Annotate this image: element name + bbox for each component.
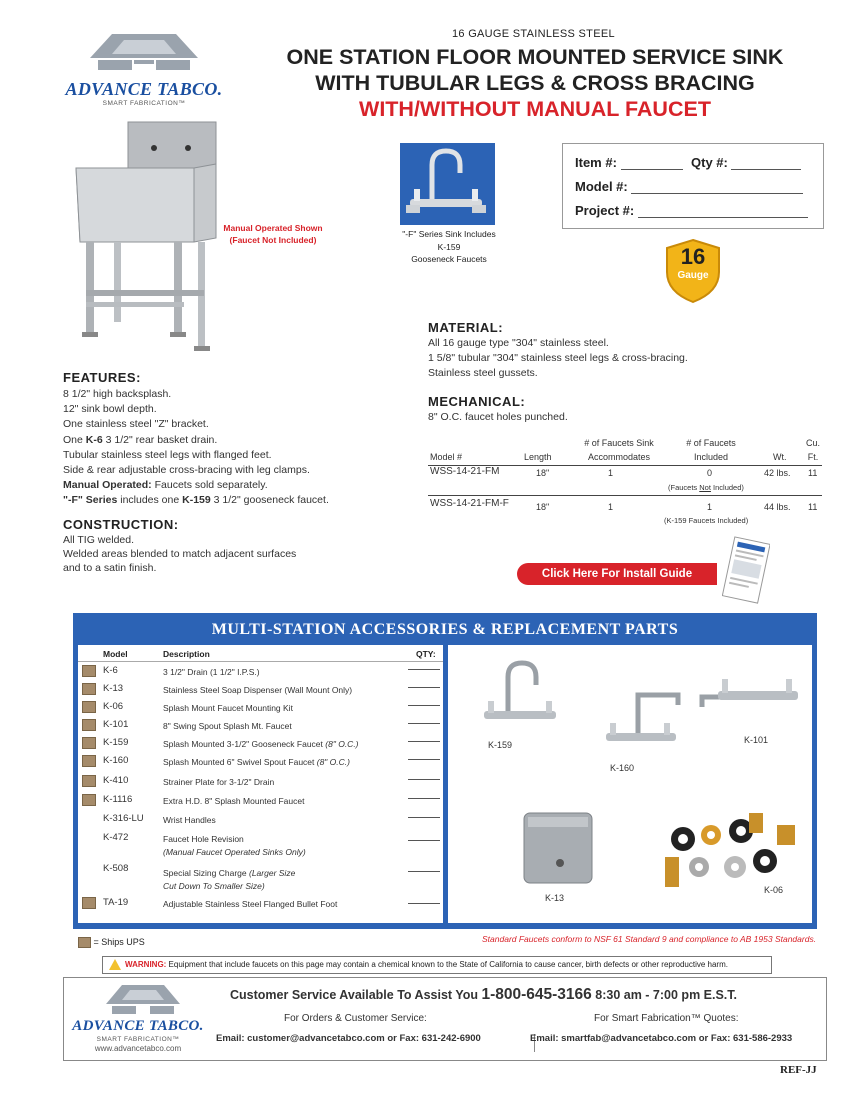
feature-item: "-F" Series includes one K-159 3 1/2" gooseneck faucet. [63, 494, 329, 507]
logo-name: ADVANCE TABCO. [65, 79, 223, 99]
k06-label: K-06 [764, 885, 784, 895]
page-title [240, 44, 830, 122]
cell-note: (K-159 Faucets Included) [664, 516, 749, 525]
sink-product-photo [64, 118, 224, 358]
k06-mounting-kit-icon [653, 805, 803, 895]
table-row [428, 498, 822, 528]
install-guide-button[interactable]: Click Here For Install Guide [517, 563, 717, 585]
item-description: 3 1/2" Drain (1 1/2" I.P.S.) [163, 667, 260, 677]
table-divider [428, 495, 822, 496]
cell-weight: 44 lbs. [764, 502, 791, 512]
qty-field[interactable] [408, 903, 440, 904]
qty-field[interactable] [408, 871, 440, 872]
item-description: Splash Mounted 6" Swivel Spout Faucet (8" O.C.) [163, 757, 350, 767]
k13-soap-dispenser-icon [518, 807, 598, 891]
footer [63, 977, 827, 1061]
k159-faucet-icon [478, 657, 562, 737]
badge-number: 16 [680, 244, 706, 269]
col-header-accommodates: # of Faucets Sink Accommodates [584, 438, 654, 462]
feature-item: 12" sink bowl depth. [63, 403, 157, 416]
qty-field[interactable] [408, 687, 440, 688]
item-line[interactable] [621, 157, 683, 170]
item-model: K-410 [103, 775, 129, 786]
footer-logo-tagline: SMART FABRICATION™ [96, 1036, 180, 1043]
table-row [428, 466, 822, 496]
qty-field[interactable] [408, 669, 440, 670]
order-form-box [562, 143, 824, 229]
gooseneck-faucet-icon [400, 143, 495, 225]
item-description: Faucet Hole Revision (Manual Faucet Operated Sinks Only) [163, 834, 306, 857]
item-model: K-508 [103, 863, 129, 874]
model-field[interactable] [575, 179, 803, 194]
cs-hours: 8:30 am - 7:00 pm E.S.T. [591, 988, 737, 1002]
ships-ups-text: = Ships UPS [93, 937, 145, 947]
mechanical-text: 8" O.C. faucet holes punched. [428, 411, 568, 423]
qty-field[interactable] [691, 155, 801, 170]
k160-faucet-icon [598, 683, 688, 763]
ships-ups-box-icon [78, 937, 91, 948]
ships-ups-box-icon [82, 755, 96, 767]
project-field[interactable] [575, 203, 808, 218]
logo-mark-icon [88, 982, 198, 1018]
feature-item: Side & rear adjustable cross-bracing with leg clamps. [63, 464, 310, 477]
badge-label: Gauge [677, 270, 709, 281]
qty-label: Qty #: [691, 155, 728, 170]
feature-item: One K-6 3 1/2" rear basket drain. [63, 433, 218, 446]
faucet-caption [388, 228, 510, 266]
ships-ups-box-icon [82, 701, 96, 713]
item-description: 8" Swing Spout Splash Mt. Faucet [163, 721, 292, 731]
faucet-caption-line-2: K-159 [437, 241, 461, 252]
k159-label: K-159 [488, 740, 513, 750]
cell-cuft: 11 [808, 468, 818, 478]
col-header-model: Model [103, 649, 128, 659]
qty-line[interactable] [731, 157, 801, 170]
cell-length: 18" [536, 468, 550, 478]
item-model: K-159 [103, 737, 129, 748]
warning-triangle-icon [109, 959, 121, 970]
feature-item: 8 1/2" high backsplash. [63, 388, 172, 400]
col-header-weight: Wt. [773, 452, 787, 462]
col-header-length: Length [524, 452, 552, 462]
item-model: K-160 [103, 755, 129, 766]
faucet-caption-line-1: "-F" Series Sink Includes [402, 229, 496, 239]
gooseneck-faucet-photo [400, 143, 495, 225]
cell-model: WSS-14-21-FM [430, 466, 500, 477]
faucet-caption-line-3: Gooseneck Faucets [411, 254, 487, 264]
warning-text: Equipment that include faucets on this page may contain a chemical known to the State of California to cause cancer, birth defects or other reproductive harm. [166, 960, 728, 969]
item-description: Splash Mounted 3-1/2" Gooseneck Faucet (8" O.C.) [163, 739, 359, 749]
title-line-3: WITH/WITHOUT MANUAL FAUCET [359, 97, 711, 121]
mechanical-heading: MECHANICAL: [428, 394, 526, 409]
cell-included: 1 [707, 502, 713, 512]
item-description: Splash Mount Faucet Mounting Kit [163, 703, 293, 713]
logo-tagline: SMART FABRICATION™ [102, 100, 186, 107]
item-model: K-13 [103, 683, 124, 694]
item-description: Strainer Plate for 3-1/2" Drain [163, 777, 275, 787]
photo-note-line-2: (Faucet Not Included) [229, 235, 317, 245]
feature-item: Manual Operated: Faucets sold separately. [63, 479, 268, 492]
construction-line: and to a satin finish. [63, 562, 157, 574]
photo-note [218, 222, 328, 246]
spec-table [428, 435, 822, 530]
phone-number[interactable]: 1-800-645-3166 [481, 986, 592, 1003]
ships-ups-box-icon [82, 897, 96, 909]
quotes-contact[interactable]: Email: smartfab@advancetabco.com or Fax: 631-586-2933 [530, 1033, 793, 1044]
qty-field[interactable] [408, 741, 440, 742]
col-header-model: Model # [430, 452, 463, 462]
qty-field[interactable] [408, 798, 440, 799]
cell-length: 18" [536, 502, 550, 512]
photo-note-line-1: Manual Operated Shown [223, 223, 323, 233]
item-model: K-472 [103, 832, 129, 843]
col-header-description: Description [163, 649, 210, 659]
item-model: K-06 [103, 701, 124, 712]
warning-box [102, 956, 772, 974]
ships-ups-box-icon [82, 665, 96, 677]
k101-faucet-icon [688, 657, 806, 727]
features-list [63, 387, 329, 509]
ships-ups-legend [78, 937, 145, 948]
construction-text [63, 533, 296, 575]
cell-model: WSS-14-21-FM-F [430, 498, 509, 509]
construction-heading: CONSTRUCTION: [63, 517, 179, 532]
feature-item: One stainless steel "Z" bracket. [63, 418, 209, 431]
item-description: Wrist Handles [163, 815, 216, 825]
advance-tabco-logo [64, 30, 224, 107]
col-header-included: # of Faucets Included [686, 438, 736, 462]
title-line-1: ONE STATION FLOOR MOUNTED SERVICE SINK [286, 45, 784, 69]
cell-weight: 42 lbs. [764, 468, 791, 478]
item-model: TA-19 [103, 897, 129, 908]
ships-ups-box-icon [82, 683, 96, 695]
cs-prefix: Customer Service Available To Assist You [230, 988, 482, 1002]
qty-field[interactable] [408, 840, 440, 841]
gauge-badge [664, 238, 722, 304]
project-line[interactable] [638, 205, 808, 218]
k13-label: K-13 [545, 893, 565, 903]
item-description: Special Sizing Charge (Larger Size Cut Down To Smaller Size) [163, 868, 296, 891]
qty-field[interactable] [408, 817, 440, 818]
gauge-subtitle: 16 GAUGE STAINLESS STEEL [452, 28, 615, 40]
title-line-2: WITH TUBULAR LEGS & CROSS BRACING [315, 71, 755, 95]
accessories-title: MULTI-STATION ACCESSORIES & REPLACEMENT PARTS [211, 621, 679, 638]
qty-field[interactable] [408, 723, 440, 724]
material-line: All 16 gauge type "304" stainless steel. [428, 337, 609, 349]
model-label: Model #: [575, 179, 628, 194]
cell-note: (Faucets Not Included) [668, 483, 744, 492]
cell-accommodates: 1 [608, 468, 614, 478]
material-heading: MATERIAL: [428, 320, 504, 335]
website-link[interactable]: www.advancetabco.com [94, 1044, 182, 1053]
install-guide-thumbnail-icon[interactable] [722, 536, 770, 606]
item-model: K-101 [103, 719, 129, 730]
col-header-qty: QTY: [416, 649, 436, 659]
item-label: Item #: [575, 155, 617, 170]
cell-included: 0 [707, 468, 713, 478]
item-description: Stainless Steel Soap Dispenser (Wall Mount Only) [163, 685, 353, 695]
feature-item: Tubular stainless steel legs with flanged feet. [63, 448, 272, 461]
construction-line: Welded areas blended to match adjacent surfaces [63, 548, 297, 560]
ships-ups-box-icon [82, 737, 96, 749]
model-line[interactable] [631, 181, 803, 194]
logo-mark-icon [64, 30, 224, 74]
ships-ups-box-icon [82, 775, 96, 787]
k101-label: K-101 [744, 735, 769, 745]
item-model: K-1116 [103, 794, 133, 805]
quotes-label: For Smart Fabrication™ Quotes: [594, 1013, 739, 1024]
accessories-list [78, 645, 443, 923]
reference-code: REF-JJ [780, 1064, 817, 1076]
qty-field[interactable] [408, 759, 440, 760]
qty-field[interactable] [408, 779, 440, 780]
material-line: 1 5/8" tubular "304" stainless steel legs & cross-bracing. [428, 352, 688, 365]
material-line: Stainless steel gussets. [428, 367, 538, 380]
orders-label: For Orders & Customer Service: [284, 1013, 427, 1024]
item-model: K-6 [103, 665, 118, 676]
project-label: Project #: [575, 203, 635, 218]
ships-ups-box-icon [82, 719, 96, 731]
ships-ups-box-icon [82, 794, 96, 806]
col-header-cuft: Cu. Ft. [805, 438, 820, 462]
orders-contact[interactable]: Email: customer@advancetabco.com or Fax: 631-242-6900 [216, 1033, 481, 1044]
cell-accommodates: 1 [608, 502, 614, 512]
item-description: Extra H.D. 8" Splash Mounted Faucet [163, 796, 305, 806]
footer-logo-name: ADVANCE TABCO. [72, 1018, 204, 1034]
qty-field[interactable] [408, 705, 440, 706]
material-text [428, 336, 688, 382]
warning-label: WARNING: [125, 960, 167, 969]
features-heading: FEATURES: [63, 370, 141, 385]
construction-line: All TIG welded. [63, 534, 135, 546]
cell-cuft: 11 [808, 502, 818, 512]
item-model: K-316-LU [103, 813, 144, 824]
list-divider [78, 661, 443, 662]
k160-label: K-160 [610, 763, 635, 773]
item-description: Adjustable Stainless Steel Flanged Bullet Foot [163, 899, 338, 909]
standards-note: Standard Faucets conform to NSF 61 Standard 9 and compliance to AB 1953 Standards. [482, 934, 817, 944]
item-field[interactable] [575, 155, 683, 170]
customer-service-line [230, 986, 810, 1004]
accessories-photos [448, 645, 812, 923]
